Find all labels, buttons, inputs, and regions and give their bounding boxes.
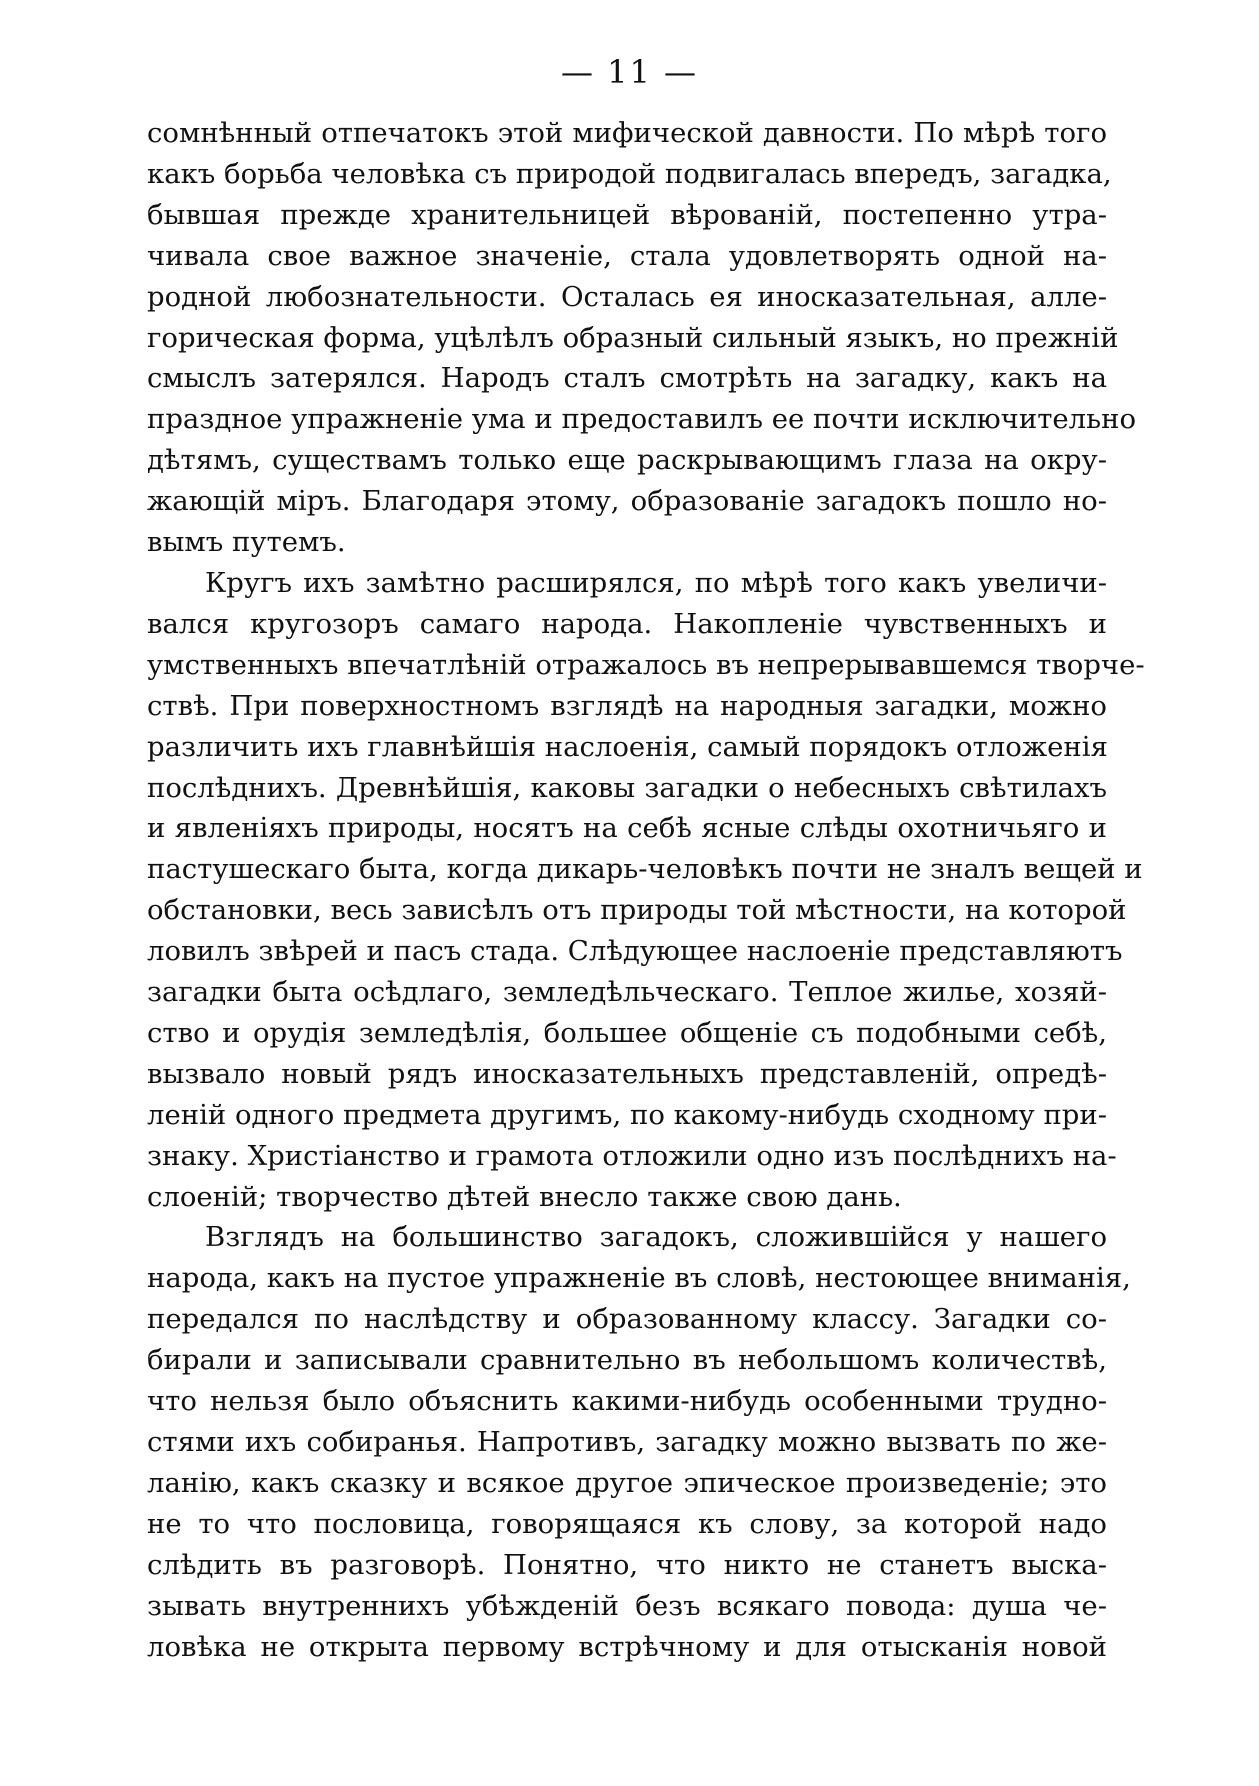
text-line: ство и орудія земледѣлія, большее общеніе съ подобными себѣ, bbox=[147, 1016, 1107, 1049]
text-line: не то что пословица, говорящаяся къ слову, за которой надо bbox=[147, 1507, 1107, 1540]
text-line: слоеній; творчество дѣтей внесло также свою дань. bbox=[147, 1180, 902, 1213]
text-line: различить ихъ главнѣйшія наслоенія, самый порядокъ отложенія bbox=[147, 730, 1108, 763]
text-line: передался по наслѣдству и образованному классу. Загадки со- bbox=[147, 1303, 1107, 1336]
text-line: жающій міръ. Благодаря этому, образованіе загадокъ пошло но- bbox=[147, 485, 1107, 518]
text-line: знаку. Христіанство и грамота отложили одно изъ послѣднихъ на- bbox=[147, 1139, 1117, 1172]
text-line: народа, какъ на пустое упражненіе въ словѣ, нестоющее вниманія, bbox=[147, 1262, 1131, 1295]
text-line: горическая форма, уцѣлѣлъ образный сильный языкъ, но прежній bbox=[147, 321, 1119, 354]
text-line: леній одного предмета другимъ, по какому-нибудь сходному при- bbox=[147, 1098, 1108, 1131]
text-line: обстановки, весь зависѣлъ отъ природы той мѣстности, на которой bbox=[147, 894, 1127, 927]
text-line: бывшая прежде хранительницей вѣрованій, постепенно утра- bbox=[147, 198, 1107, 231]
text-line: и явленіяхъ природы, носятъ на себѣ ясные слѣды охотничьяго и bbox=[147, 812, 1107, 845]
text-line: бирали и записывали сравнительно въ небольшомъ количествѣ, bbox=[147, 1344, 1107, 1377]
text-line: умственныхъ впечатлѣній отражалось въ непрерывавшемся творче- bbox=[147, 648, 1145, 681]
page-number: — 11 — bbox=[560, 53, 699, 91]
text-line: какъ борьба человѣка съ природой подвигалась впередъ, загадка, bbox=[147, 157, 1112, 190]
text-line: ствѣ. При поверхностномъ взглядѣ на народныя загадки, можно bbox=[147, 689, 1107, 722]
text-line: вался кругозоръ самаго народа. Накопленіе чувственныхъ и bbox=[147, 607, 1107, 640]
text-line: дѣтямъ, существамъ только еще раскрывающимъ глаза на окру- bbox=[147, 444, 1107, 477]
text-line: сомнѣнный отпечатокъ этой мифической давности. По мѣрѣ того bbox=[147, 117, 1107, 149]
text-line: смыслъ затерялся. Народъ сталъ смотрѣть на загадку, какъ на bbox=[147, 362, 1107, 395]
text-line: родной любознательности. Осталась ея иносказательная, алле- bbox=[147, 280, 1107, 313]
text-line: загадки быта осѣдлаго, земледѣльческаго. Теплое жилье, хозяй- bbox=[147, 976, 1107, 1009]
paragraph-2 bbox=[147, 563, 1145, 1218]
text-line: вызвало новый рядъ иносказательныхъ представленій, опредѣ- bbox=[147, 1057, 1107, 1090]
text-line: вымъ путемъ. bbox=[147, 526, 346, 559]
text-line: зывать внутреннихъ убѣжденій безъ всякаго повода: душа че- bbox=[147, 1589, 1107, 1622]
body-text bbox=[147, 113, 1145, 1667]
text-line: стями ихъ собиранья. Напротивъ, загадку можно вызвать по же- bbox=[147, 1426, 1107, 1458]
text-line: Кругъ ихъ замѣтно расширялся, по мѣрѣ того какъ увеличи- bbox=[205, 566, 1107, 599]
text-line: праздное упражненіе ума и предоставилъ ее почти исключительно bbox=[147, 403, 1137, 436]
text-line: пастушескаго быта, когда дикарь-человѣкъ почти не зналъ вещей и bbox=[147, 853, 1143, 886]
text-line: ловилъ звѣрей и пасъ стада. Слѣдующее наслоеніе представляютъ bbox=[147, 935, 1123, 968]
text-line: чивала свое важное значеніе, стала удовлетворять одной на- bbox=[147, 239, 1107, 272]
text-line: что нельзя было объяснить какими-нибудь особенными трудно- bbox=[147, 1385, 1107, 1418]
text-line: ловѣка не открыта первому встрѣчному и для отысканія новой bbox=[147, 1630, 1107, 1663]
text-line: ланію, какъ сказку и всякое другое эпическое произведеніе; это bbox=[147, 1466, 1107, 1499]
text-line: послѣднихъ. Древнѣйшія, каковы загадки о небесныхъ свѣтилахъ bbox=[147, 771, 1107, 804]
text-line: слѣдить въ разговорѣ. Понятно, что никто не станетъ выска- bbox=[147, 1548, 1107, 1581]
paragraph-1 bbox=[147, 113, 1137, 563]
text-line: Взглядъ на большинство загадокъ, сложившійся у нашего bbox=[205, 1221, 1107, 1254]
paragraph-3 bbox=[147, 1217, 1131, 1667]
